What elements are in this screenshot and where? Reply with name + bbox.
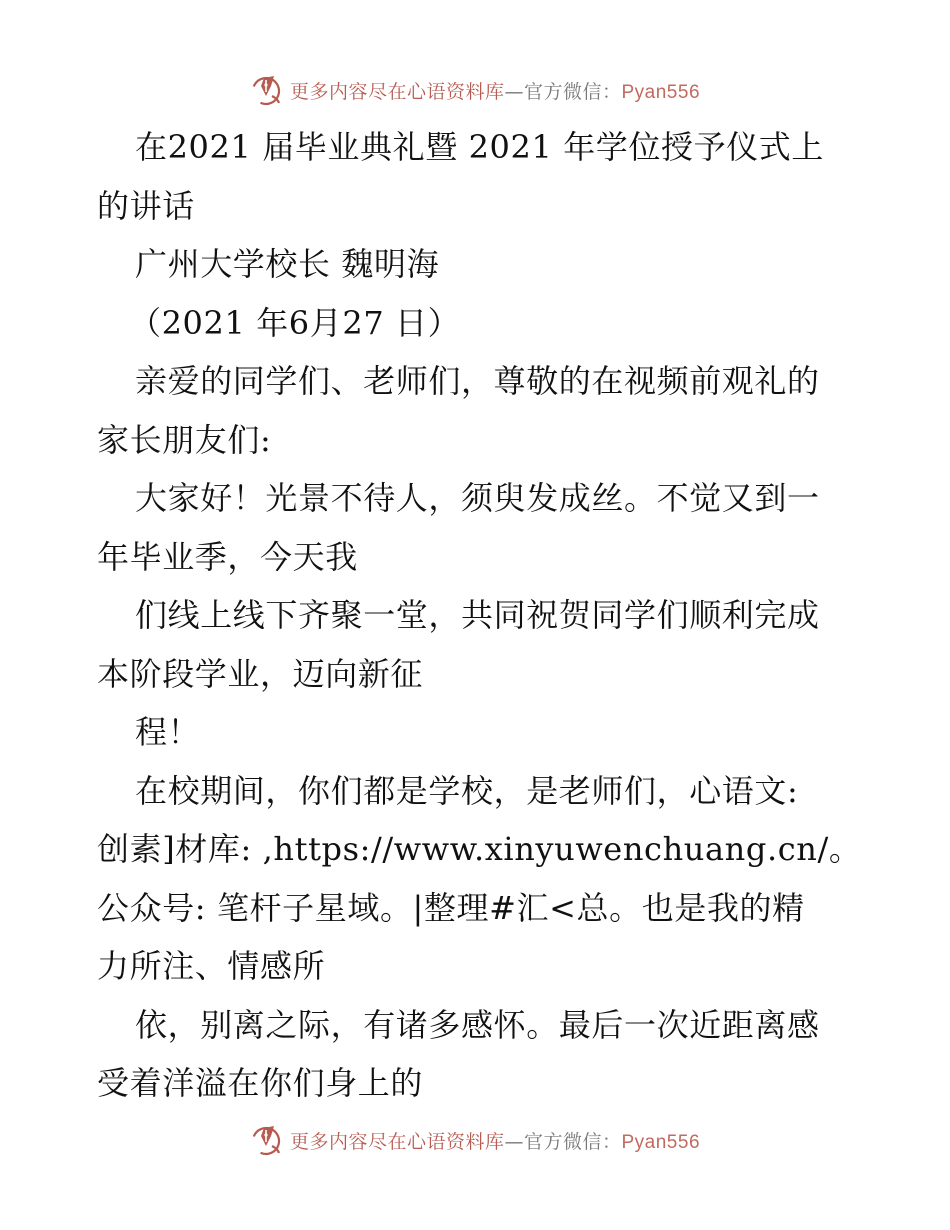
doc-line: 大家好！光景不待人，须臾发成丝。不觉又到一 (135, 479, 820, 517)
doc-line: （2021 年6月27 日） (129, 303, 461, 342)
doc-line: 们线上线下齐聚一堂，共同祝贺同学们顺利完成 (135, 596, 820, 634)
header-banner-text (290, 77, 700, 104)
document-body (97, 118, 862, 1113)
pen-nib-logo-icon (250, 72, 286, 108)
doc-line: 在校期间，你们都是学校，是老师们，心语文: (135, 771, 799, 810)
footer-banner-text (290, 1127, 700, 1154)
footer-wechat-id: Pyan556 (621, 1131, 701, 1153)
header-slogan: 更多内容尽在心语资料库 (289, 80, 505, 103)
doc-line: 在2021 届毕业典礼暨 2021 年学位授予仪式上 (135, 128, 824, 166)
footer-wechat-label: 官方微信： (523, 1130, 622, 1153)
doc-line: 公众号: 笔杆子星域。|整理#汇<总。也是我的精 (97, 888, 805, 927)
footer-separator: — (504, 1130, 524, 1153)
footer-slogan: 更多内容尽在心语资料库 (289, 1130, 505, 1153)
header-wechat-label: 官方微信： (523, 80, 622, 103)
header-wechat-id: Pyan556 (621, 81, 701, 103)
doc-line: 年毕业季，今天我 (97, 537, 358, 576)
doc-line: 亲爱的同学们、老师们，尊敬的在视频前观礼的 (135, 362, 820, 400)
doc-line: 受着洋溢在你们身上的 (97, 1064, 424, 1102)
doc-line: 广州大学校长 魏明海 (135, 245, 440, 283)
doc-line: 的讲话 (97, 186, 195, 225)
pen-nib-logo-icon (250, 1122, 286, 1158)
doc-line: 依，别离之际，有诸多感怀。最后一次近距离感 (135, 1005, 820, 1044)
doc-line: 创素]材库: ,https://www.xinyuwenchuang.cn/。 (97, 830, 862, 868)
doc-line: 家长朋友们: (97, 420, 272, 459)
footer-banner (0, 1120, 950, 1160)
doc-line: 程！ (135, 713, 201, 751)
header-separator: — (504, 80, 524, 103)
doc-line: 本阶段学业，迈向新征 (97, 654, 424, 693)
doc-line: 力所注、情感所 (97, 947, 326, 985)
header-banner (0, 70, 950, 110)
